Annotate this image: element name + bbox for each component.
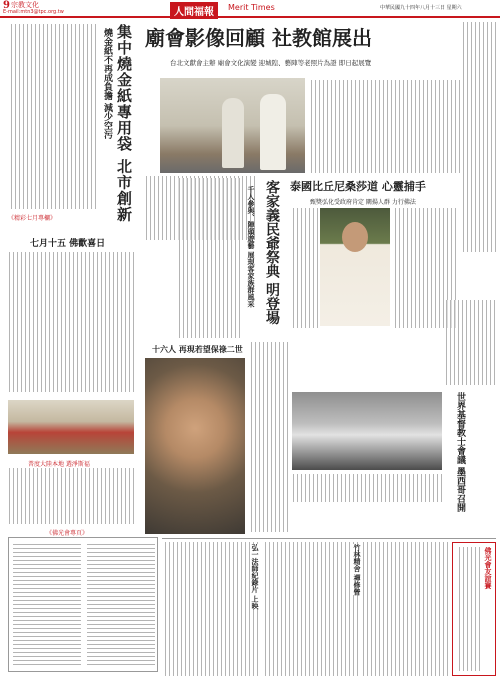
main-body-text <box>310 80 460 173</box>
nun-head <box>342 222 368 252</box>
bottom-divider <box>162 538 496 539</box>
left-body-text <box>8 24 96 209</box>
bottom-text-1 <box>162 542 258 676</box>
temple-photo-text <box>8 468 134 524</box>
nun-photo <box>320 208 390 326</box>
temple-photo-caption: 普度大陸本地 選淨斯福 <box>28 461 90 468</box>
feature-body <box>8 252 134 392</box>
thai-subhead: 甄獎弘化受政府肯定 闡揚人群 力行佛法 <box>310 199 416 206</box>
bottom-head-1: 弘一法師紀錄片 上映 <box>251 544 260 610</box>
mexico-photo <box>292 392 442 470</box>
exhibition-photo <box>160 78 305 173</box>
main-right-column <box>462 22 496 252</box>
section-label: 宗教文化 <box>11 1 39 9</box>
feature-title: 七月十五 佛歡喜日 <box>30 239 106 249</box>
bottom-text-3 <box>362 542 448 676</box>
bottom-red-box-text <box>456 547 480 671</box>
hakka-subhead: 千人參與、陣頭遊藝 展現客家族群風采 <box>247 186 256 308</box>
left-note: 《精彩七月專欄》 <box>8 215 57 222</box>
hakka-headline: 客家義民爺祭典 明登場 <box>264 180 280 325</box>
pope-title: 十六人 再現若望保祿二世 <box>152 344 243 354</box>
pope-body <box>250 342 288 532</box>
schedule-box <box>8 537 158 672</box>
right-lower-column <box>445 300 495 385</box>
masthead: 人間福報 <box>174 7 214 18</box>
bottom-head-2: 竹林精舍 禪修營 <box>353 544 362 596</box>
thai-headline: 泰國比丘尼桑莎道 心靈捕手 <box>290 180 426 193</box>
header-date: 中華民國九十四年八月十三日 星期六 <box>380 5 462 11</box>
mexico-caption-text <box>292 474 442 502</box>
left-headline: 集中燒金紙專用袋 北市創新 <box>115 24 133 223</box>
header-bar <box>0 0 500 18</box>
visitor-figure <box>222 98 244 168</box>
header-email: E-mail:mtn3@tpc.org.tw <box>3 9 64 15</box>
schedule-col-1 <box>13 544 81 666</box>
main-headline: 廟會影像回顧 社教館展出 <box>145 26 372 50</box>
left-subtitle: 燒金紙不再成負擔 減少空污 <box>102 28 112 140</box>
main-subhead: 台北文獻會主辦 廟會文化演變 迎城隍、藝陣等老照片為證 即日起展覽 <box>170 59 372 67</box>
bottom-red-box <box>452 542 496 676</box>
bottom-text-2 <box>262 542 358 676</box>
masthead-block <box>170 2 218 19</box>
thai-body-left <box>290 208 318 328</box>
bottom-head-3: 佛光會友誼賽 <box>484 547 493 589</box>
hakka-body <box>176 178 240 338</box>
page-number: 9 <box>3 0 10 11</box>
schedule-col-2 <box>87 544 155 666</box>
masthead-en: Merit Times <box>228 3 275 12</box>
visitor-figure <box>260 94 286 170</box>
schedule-title: 《佛光會專頁》 <box>46 530 89 537</box>
temple-ceremony-photo <box>8 400 134 454</box>
pope-mosaic-photo <box>145 358 245 534</box>
feature-box <box>8 226 134 396</box>
mexico-side-headline: 世界基督教士會議 墨西哥召開 <box>455 392 465 513</box>
